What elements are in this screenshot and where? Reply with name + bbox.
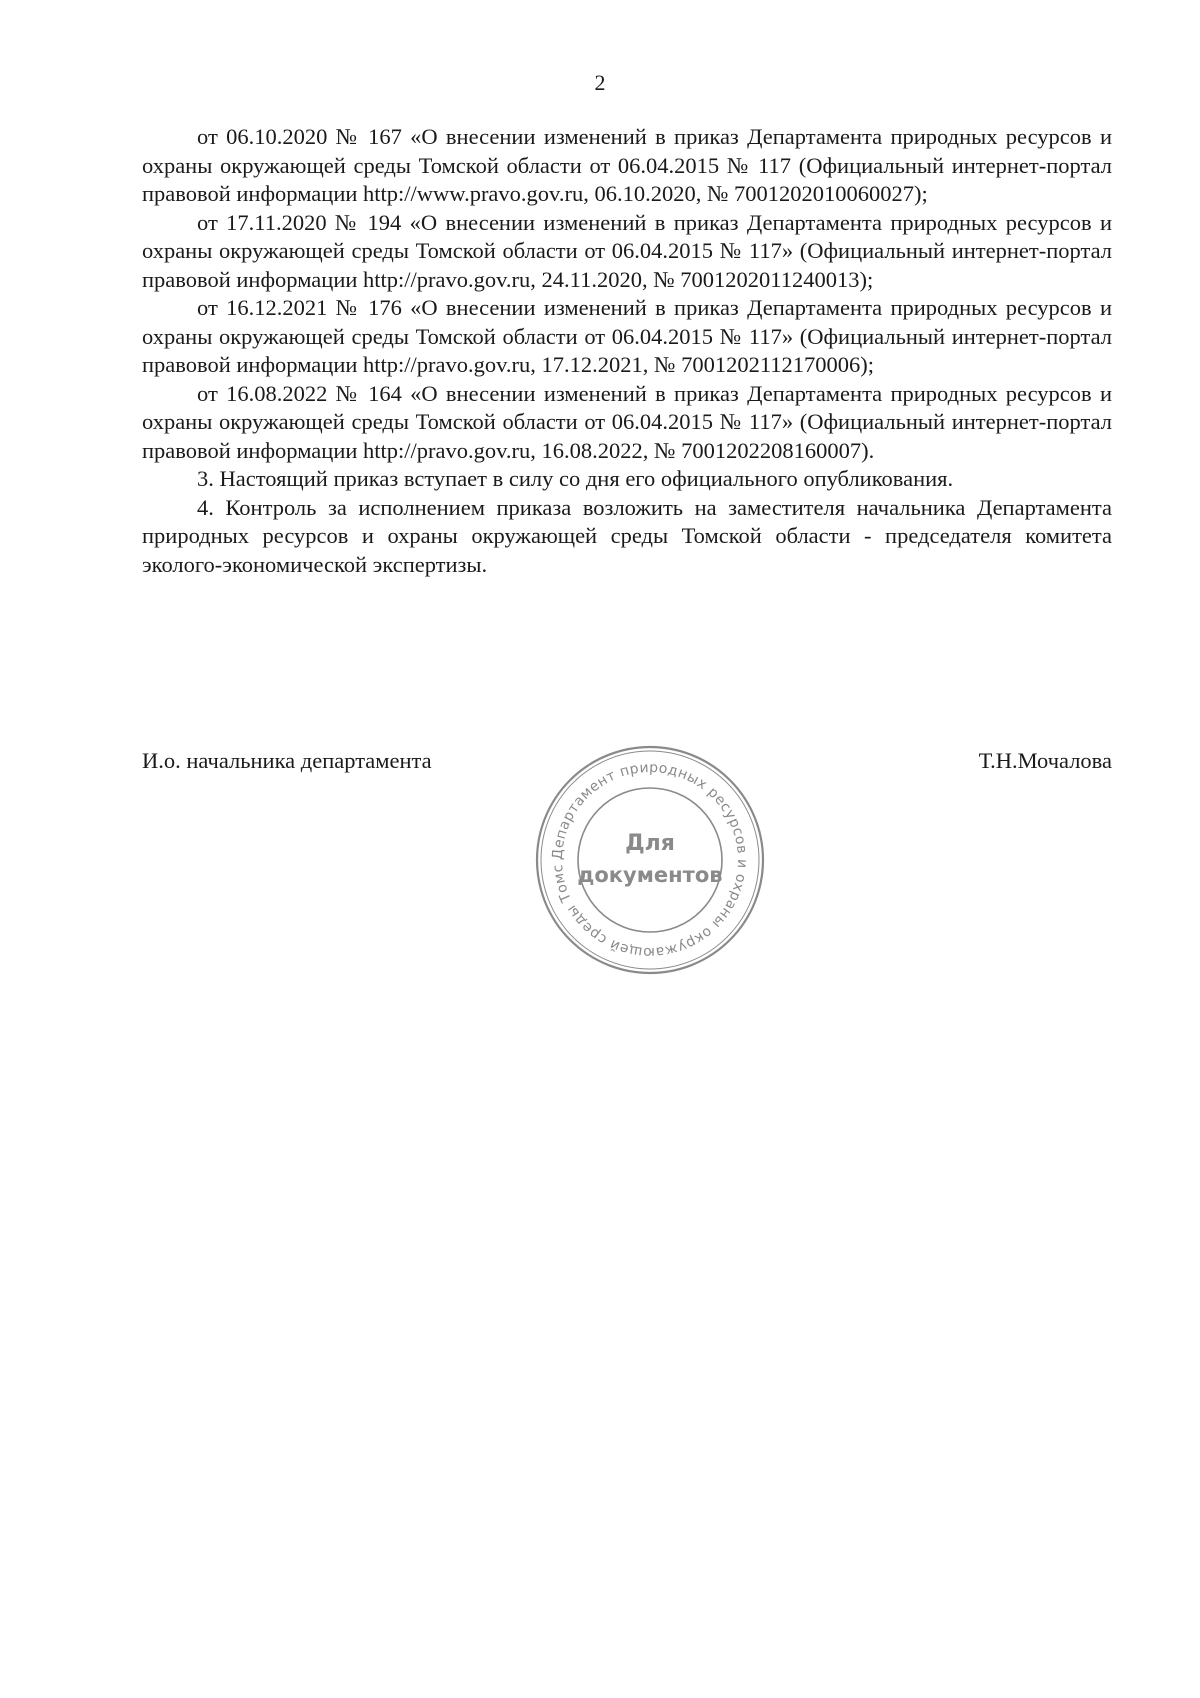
clause-3: 3. Настоящий приказ вступает в силу со дня его официального опубликования. [197,466,954,491]
amendment-item-2: от 17.11.2020 № 194 «О внесении изменений в приказ Департамента природных ресурсов и охраны окружающей среды Томской области от 06.04.2015 № 117» (Официальный интернет-портал правовой информации http://pravo.gov.ru, 24.11.2020, № 7001202011240013); [142,209,1112,292]
page-number: 2 [594,70,606,95]
amendment-item-1: от 06.10.2020 № 167 «О внесении изменений в приказ Департамента природных ресурсов и охраны окружающей среды Томской области от 06.04.2015 № 117 (Официальный интернет-портал правовой информации http://www.pravo.gov.ru, 06.10.2020, № 7001202010060027); [142,124,1112,206]
signatory-name: Т.Н.Мочалова [978,748,1112,773]
amendment-item-3: от 16.12.2021 № 176 «О внесении изменений в приказ Департамента природных ресурсов и охраны окружающей среды Томской области от 06.04.2015 № 117» (Официальный интернет-портал правовой информации http://pravo.gov.ru, 17.12.2021, № 7001202112170006); [142,295,1112,377]
amendment-item-4: от 16.08.2022 № 164 «О внесении изменений в приказ Департамента природных ресурсов и охраны окружающей среды Томской области от 06.04.2015 № 117» (Официальный интернет-портал правовой информации http://pravo.gov.ru, 16.08.2022, № 7001202208160007). [142,380,1112,463]
stamp-center-line-1: Для [625,831,675,856]
document-body [142,123,1112,579]
stamp-ring-text: Департамент природных ресурсов и охраны окружающей среды Томс [549,759,751,961]
signatory-position: И.о. начальника департамента [142,748,432,773]
official-stamp [530,740,770,980]
clause-4: 4. Контроль за исполнением приказа возложить на заместителя начальника Департамента природных ресурсов и охраны окружающей среды Томской области - председателя комитета эколого-экономической экспертизы. [142,494,1112,577]
stamp-seal-icon [530,740,770,980]
stamp-center-line-2: документов [577,863,723,887]
